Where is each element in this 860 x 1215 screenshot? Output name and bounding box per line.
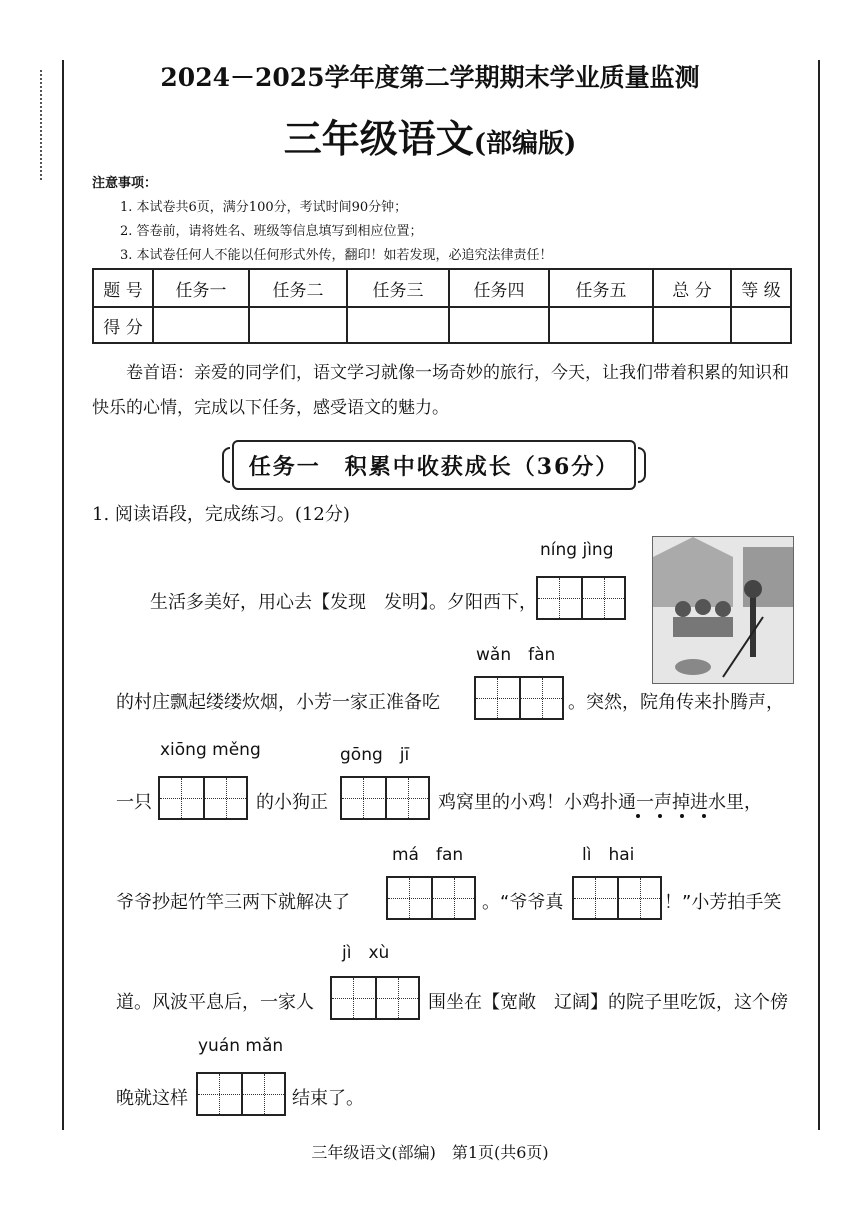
emphasis-dot: [702, 814, 706, 818]
passage-line-5a: 道。风波平息后，一家人: [116, 992, 314, 1013]
score-header: 任务五: [549, 269, 653, 307]
score-cell[interactable]: [653, 307, 731, 343]
passage-line-6a: 晚就这样: [116, 1088, 188, 1109]
task1-banner: 任务一 积累中收获成长（36分）: [232, 440, 636, 490]
pinyin-mafan: má fan: [392, 845, 464, 865]
pinyin-jixu: jì xù: [342, 943, 390, 963]
right-border-line: [818, 60, 820, 1130]
score-cell[interactable]: [347, 307, 449, 343]
score-cell[interactable]: [249, 307, 347, 343]
pinyin-xiongmeng: xiōng měng: [160, 740, 261, 760]
score-cell[interactable]: [153, 307, 249, 343]
score-header: 总 分: [653, 269, 731, 307]
score-cell[interactable]: [549, 307, 653, 343]
passage-line-4b: 。“爷爷真: [482, 892, 564, 913]
score-table: [92, 268, 792, 344]
notice-item-3: 3. 本试卷任何人不能以任何形式外传，翻印！如若发现，必追究法律责任！: [120, 248, 553, 263]
subject-name: 三年级语文: [283, 116, 474, 161]
score-header: 等 级: [731, 269, 791, 307]
passage-line-6b: 结束了。: [292, 1088, 364, 1109]
page-footer: 三年级语文(部编) 第1页(共6页): [311, 1143, 549, 1162]
score-header: 题 号: [93, 269, 153, 307]
score-table-score-row: [93, 307, 791, 343]
answer-box-jixu[interactable]: [330, 976, 420, 1020]
score-cell[interactable]: [449, 307, 549, 343]
passage-line-3a: 一只: [116, 792, 152, 813]
passage-line-3b: 的小狗正: [256, 792, 328, 813]
passage-line-4c: ！”小芳拍手笑: [664, 892, 782, 913]
exam-title: 2024－2025学年度第二学期期末学业质量监测: [160, 63, 700, 92]
emphasis-dot: [680, 814, 684, 818]
emphasis-dot: [636, 814, 640, 818]
score-header: 任务一: [153, 269, 249, 307]
left-border-line: [62, 60, 64, 1130]
notice-item-1: 1. 本试卷共6页，满分100分，考试时间90分钟；: [120, 200, 408, 215]
answer-box-mafan[interactable]: [386, 876, 476, 920]
notice-heading: 注意事项：: [92, 176, 158, 191]
passage-line-5b: 围坐在【宽敞 辽阔】的院子里吃饭，这个傍: [428, 992, 788, 1013]
question-1-title: 1. 阅读语段，完成练习。(12分): [92, 504, 350, 525]
answer-box-gongji[interactable]: [340, 776, 430, 820]
pinyin-wanfan: wǎn fàn: [476, 645, 556, 665]
passage-line-1: 生活多美好，用心去【发现 发明】。夕阳西下，: [150, 592, 537, 613]
score-header: 任务三: [347, 269, 449, 307]
notice-item-2: 2. 答卷前，请将姓名、班级等信息填写到相应位置；: [120, 224, 423, 239]
family-illustration: [652, 536, 794, 684]
passage-line-3c: 鸡窝里的小鸡！小鸡扑通一声掉进水里，: [438, 792, 762, 813]
answer-box-ningjing[interactable]: [536, 576, 626, 620]
passage-line-2b: 。突然，院角传来扑腾声，: [568, 692, 784, 713]
score-header: 任务二: [249, 269, 347, 307]
pinyin-lihai: lì hai: [582, 845, 635, 865]
score-header: 任务四: [449, 269, 549, 307]
score-row-label: 得 分: [93, 307, 153, 343]
emphasis-dot: [658, 814, 662, 818]
answer-box-yuanman[interactable]: [196, 1072, 286, 1116]
subject-title: [0, 108, 860, 163]
score-cell[interactable]: [731, 307, 791, 343]
answer-box-wanfan[interactable]: [474, 676, 564, 720]
passage-line-4a: 爷爷抄起竹竿三两下就解决了: [116, 892, 350, 913]
pinyin-ningjing: níng jìng: [540, 540, 614, 560]
pinyin-yuanman: yuán mǎn: [198, 1036, 284, 1056]
passage-line-2a: 的村庄飘起缕缕炊烟，小芳一家正准备吃: [116, 692, 440, 713]
score-table-header-row: [93, 269, 791, 307]
preface-text: 卷首语：亲爱的同学们，语文学习就像一场奇妙的旅行，今天，让我们带着积累的知识和快乐的心情，完成以下任务，感受语文的魅力。: [92, 363, 789, 418]
edition-label: (部编版): [473, 129, 577, 159]
illustration-image: [653, 537, 793, 683]
answer-box-xiongmeng[interactable]: [158, 776, 248, 820]
answer-box-lihai[interactable]: [572, 876, 662, 920]
pinyin-gongji: gōng jī: [340, 745, 410, 765]
